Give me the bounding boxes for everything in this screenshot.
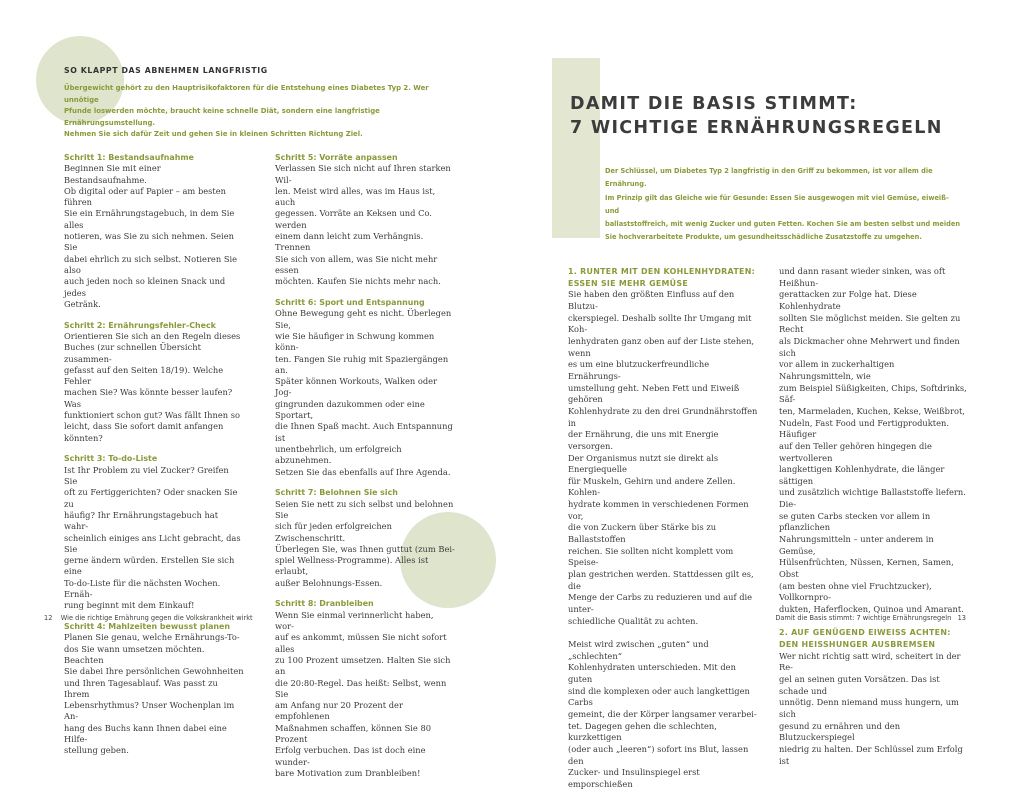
lead-text: [605, 165, 965, 245]
lead-line: Der Schlüssel, um Diabetes Typ 2 langfristig in den Griff zu bekommen, ist vor allem die Ernährung.: [605, 167, 933, 189]
body-line: sollten Sie möglichst meiden. Sie gelten zu Recht: [779, 312, 961, 335]
body-line: Lebensrhythmus? Unser Wochenplan im An-: [64, 700, 235, 722]
step-body: [275, 499, 455, 589]
body-line: Kohlenhydraten unterschieden. Mit den guten: [568, 662, 736, 684]
body-paragraph: [779, 266, 969, 616]
body-line: die von Zuckern über Stärke bis zu Ballaststoffen: [568, 522, 717, 545]
intro-line: Übergewicht gehört zu den Hauptrisikofaktoren für die Entstehung eines Diabetes Typ 2. Wer unnötige: [64, 84, 429, 104]
step-title: Schritt 7: Belohnen Sie sich: [275, 488, 398, 498]
body-line: zum Beispiel Süßigkeiten, Chips, Softdrinks, Säf-: [779, 382, 967, 405]
body-line: und Ihren Tagesablauf. Was passt zu Ihrem: [64, 677, 218, 699]
body-line: spiel Wellness-Programme). Alles ist erlaubt,: [275, 555, 429, 577]
chapter-headline: [570, 92, 943, 140]
body-line: (oder auch „leeren“) sofort ins Blut, lassen den: [568, 743, 749, 766]
body-line: gingrunden dazukommen oder eine Sportart,: [275, 398, 425, 421]
body-line: Buches (zur schnellen Übersicht zusammen-: [64, 342, 201, 364]
lead-line: ballaststoffreich, mit wenig Zucker und guten Fetten. Kochen Sie am besten selbst und meiden: [605, 220, 961, 229]
body-line: Nahrungsmitteln – unter anderem in Gemüse,: [779, 534, 934, 556]
body-line: machen Sie? Was könnte besser laufen? Was: [64, 387, 233, 409]
step-block: [64, 453, 244, 611]
step-block: [275, 297, 455, 478]
page-number: 13: [957, 614, 966, 622]
section-kicker: SO KLAPPT DAS ABNEHMEN LANGFRISTIG: [64, 66, 268, 75]
page-number: 12: [44, 614, 53, 622]
right-column-2: [779, 266, 969, 767]
body-line: häufig? Ihr Ernährungstagebuch hat wahr-: [64, 509, 219, 532]
body-line: rung beginnt mit dem Einkauf!: [64, 600, 195, 611]
body-line: gemeint, die der Körper langsamer verarbei-: [568, 708, 757, 719]
body-line: Verlassen Sie sich nicht auf Ihren starken Wil-: [275, 163, 451, 185]
body-line: auf den Teller gehören hingegen die wertvolleren: [779, 440, 932, 463]
body-line: Ohne Bewegung geht es nicht. Überlegen Sie,: [275, 308, 452, 330]
left-page: [0, 0, 512, 778]
running-footer: Damit die Basis stimmt: 7 wichtige Ernährungsregeln: [775, 614, 952, 622]
step-body: [275, 163, 455, 287]
step-block: [64, 320, 244, 444]
lead-line: Sie hochverarbeitete Produkte, um gesundheitsschädliche Zusatzstoffe zu umgehen.: [605, 233, 922, 242]
body-line: Später können Workouts, Walken oder Jog-: [275, 376, 438, 398]
body-line: auch jeden noch so kleinen Snack und jedes: [64, 276, 226, 298]
body-line: lenhydraten ganz oben auf der Liste stehen, wenn: [568, 335, 755, 358]
step-body: [64, 632, 244, 756]
body-line: funktioniert schon gut? Was fällt Ihnen so: [64, 410, 240, 421]
body-line: Überlegen Sie, was Ihnen guttut (zum Bei-: [275, 543, 455, 554]
body-line: der Ernährung, die uns mit Energie versorgen.: [568, 429, 719, 451]
body-line: zu 100 Prozent umsetzen. Halten Sie sich an: [275, 654, 451, 677]
body-line: hydrate kommen in verschiedenen Formen vor,: [568, 499, 749, 521]
left-column-2: [275, 152, 455, 789]
body-line: Sie dabei Ihre persönlichen Gewohnheiten: [64, 666, 244, 677]
body-line: ckerspiegel. Deshalb sollte Ihr Umgang mit Koh-: [568, 312, 752, 335]
body-line: Sie haben den größten Einfluss auf den Blutzu-: [568, 289, 735, 311]
body-line: Sie sich von allem, was Sie nicht mehr essen: [275, 253, 438, 275]
body-line: und zusätzlich wichtige Ballaststoffe liefern. Die-: [779, 487, 966, 510]
body-line: Menge der Carbs zu reduzieren und auf die unter-: [568, 592, 753, 615]
step-title: Schritt 6: Sport und Entspannung: [275, 298, 425, 308]
body-line: ten, Marmeladen, Kuchen, Kekse, Weißbrot,: [779, 405, 965, 416]
body-line: am Anfang nur 20 Prozent der empfohlenen: [275, 700, 403, 722]
heading-line: 2. AUF GENÜGEND EIWEISS ACHTEN:: [779, 628, 951, 638]
body-line: Nudeln, Fast Food und Fertigprodukten. Häufiger: [779, 417, 950, 440]
body-line: wie Sie häufiger in Schwung kommen könn-: [275, 330, 435, 353]
body-line: bare Motivation zum Dranbleiben!: [275, 767, 421, 778]
intro-line: Pfunde loswerden möchte, braucht keine schnelle Diät, sondern eine langfristige Ernährungsumstellung.: [64, 107, 380, 127]
left-column-1: [64, 152, 244, 766]
body-line: Wer nicht richtig satt wird, scheitert in der Re-: [779, 650, 961, 673]
step-body: [64, 163, 244, 310]
footer-left: [44, 614, 253, 622]
body-line: gesund zu ernähren und den Blutzuckerspiegel: [779, 720, 901, 743]
body-line: leicht, dass Sie sofort damit anfangen könnten?: [64, 421, 224, 443]
body-line: Ob digital oder auf Papier – am besten führen: [64, 185, 227, 208]
body-line: Kohlenhydrate zu den drei Grundnährstoffen in: [568, 405, 758, 428]
step-title: Schritt 3: To-do-Liste: [64, 454, 158, 464]
body-line: dabei ehrlich zu sich selbst. Notieren Sie also: [64, 253, 238, 275]
body-line: len. Meist wird alles, was im Haus ist, auch: [275, 185, 436, 208]
body-line: die Ihnen Spaß macht. Auch Entspannung ist: [275, 421, 453, 443]
body-line: niedrig zu halten. Der Schlüssel zum Erfolg ist: [779, 743, 963, 766]
body-line: gegessen. Vorräte an Keksen und Co. werden: [275, 208, 432, 230]
body-line: gel an seinen guten Vorsätzen. Das ist schade und: [779, 673, 940, 696]
right-column-1: [568, 266, 758, 791]
lead-line: Im Prinzip gilt das Gleiche wie für Gesunde: Essen Sie ausgewogen mit viel Gemüse, eiweiß- und: [605, 193, 949, 215]
body-line: tet. Dagegen gehen die schlechten, kurzkettigen: [568, 720, 717, 743]
body-line: schiedliche Qualität zu achten.: [568, 615, 699, 626]
body-line: scheinlich einiges ans Licht gebracht, das Sie: [64, 532, 241, 554]
footer-right: [775, 614, 966, 622]
body-line: für Muskeln, Gehirn und andere Zellen. Kohlen-: [568, 475, 736, 498]
body-paragraph: [779, 651, 969, 768]
body-line: es um eine blutzuckerfreundliche Ernährungs-: [568, 359, 710, 381]
headline-line: 7 WICHTIGE ERNÄHRUNGSREGELN: [570, 118, 943, 138]
body-line: Beginnen Sie mit einer Bestandsaufnahme.: [64, 163, 161, 185]
body-line: dos Sie wann umsetzen möchten. Beachten: [64, 643, 205, 665]
body-line: als Dickmacher ohne Mehrwert und finden sich: [779, 335, 960, 358]
body-paragraph: [568, 639, 758, 791]
body-line: Hülsenfrüchten, Nüssen, Kernen, Samen, Obst: [779, 557, 954, 580]
body-line: sind die komplexen oder auch langkettigen Carbs: [568, 685, 750, 708]
step-body: [275, 308, 455, 477]
body-line: Planen Sie genau, welche Ernährungs-To-: [64, 632, 240, 643]
step-title: Schritt 8: Dranbleiben: [275, 599, 374, 609]
rule-heading: [568, 266, 758, 289]
body-line: Getränk.: [64, 298, 101, 309]
running-footer: Wie die richtige Ernährung gegen die Volkskrankheit wirkt: [60, 614, 253, 622]
step-body: [64, 465, 244, 612]
rule-heading: [779, 627, 969, 650]
step-body: [64, 331, 244, 444]
body-line: Orientieren Sie sich an den Regeln dieses: [64, 330, 241, 341]
body-line: To-do-Liste für die nächsten Wochen. Ernäh-: [64, 577, 221, 599]
body-line: gefasst auf den Seiten 18/19). Welche Fehler: [64, 364, 224, 387]
body-line: Erfolg verbuchen. Das ist doch eine wunder-: [275, 745, 426, 767]
body-line: die 20:80-Regel. Das heißt: Selbst, wenn Sie: [275, 677, 447, 699]
step-block: [275, 487, 455, 589]
step-title: Schritt 5: Vorräte anpassen: [275, 153, 398, 162]
body-line: und dann rasant wieder sinken, was oft Heißhun-: [779, 266, 946, 288]
body-line: unentbehrlich, um erfolgreich abzunehmen.: [275, 443, 402, 466]
body-line: Wenn Sie einmal verinnerlicht haben, wor-: [275, 609, 434, 632]
body-line: einem dann leicht zum Verhängnis. Trennen: [275, 231, 424, 253]
body-line: Maßnahmen schaffen, können Sie 80 Prozent: [275, 722, 432, 745]
body-line: gerne ändern würden. Erstellen Sie sich eine: [64, 555, 235, 577]
paragraph-gap: [568, 627, 758, 639]
body-line: Der Organismus nutzt sie direkt als Energiequelle: [568, 452, 719, 475]
body-line: auf es ankommt, müssen Sie nicht sofort alles: [275, 632, 447, 654]
body-line: ten. Fangen Sie ruhig mit Spaziergängen an.: [275, 353, 449, 375]
body-line: möchten. Kaufen Sie nichts mehr nach.: [275, 276, 441, 287]
body-line: Zucker- und Insulinspiegel erst emporschießen: [568, 767, 700, 789]
body-line: Ist Ihr Problem zu viel Zucker? Greifen Sie: [64, 464, 229, 487]
body-line: reichen. Sie sollten nicht komplett vom Speise-: [568, 545, 734, 568]
step-title: Schritt 4: Mahlzeiten bewusst planen: [64, 622, 230, 632]
step-block: [64, 621, 244, 757]
heading-line: DEN HEISSHUNGER AUSBREMSEN: [779, 639, 936, 649]
body-line: notieren, was Sie zu sich nehmen. Seien Sie: [64, 231, 234, 253]
body-line: außer Belohnungs-Essen.: [275, 577, 383, 588]
body-line: oft zu Fertiggerichten? Oder snacken Sie zu: [64, 487, 238, 509]
intro-line: Nehmen Sie sich dafür Zeit und gehen Sie in kleinen Schritten Richtung Ziel.: [64, 130, 363, 139]
body-line: Meist wird zwischen „guten“ und „schlechten“: [568, 638, 709, 661]
heading-line: 1. RUNTER MIT DEN KOHLENHYDRATEN:: [568, 267, 756, 276]
body-line: hang des Buchs kann Ihnen dabei eine Hilfe-: [64, 722, 227, 745]
step-block: [275, 598, 455, 779]
body-line: (am besten ohne viel Fruchtzucker), Vollkornpro-: [779, 580, 932, 603]
step-block: [64, 152, 244, 310]
step-body: [275, 610, 455, 779]
intro-text: [64, 83, 464, 141]
step-title: Schritt 2: Ernährungsfehler-Check: [64, 320, 216, 330]
body-line: dukten, Haferflocken, Quinoa und Amarant.: [779, 604, 964, 615]
body-line: langkettigen Kohlenhydrate, die länger sättigen: [779, 464, 945, 486]
body-paragraph: [568, 289, 758, 627]
body-line: umstellung geht. Neben Fett und Eiweiß gehören: [568, 382, 740, 405]
step-block: [275, 152, 455, 288]
decorative-vertical-bar: [552, 58, 600, 238]
step-title: Schritt 1: Bestandsaufnahme: [64, 153, 194, 162]
heading-line: ESSEN SIE MEHR GEMÜSE: [568, 278, 689, 288]
headline-line: DAMIT DIE BASIS STIMMT:: [570, 94, 858, 114]
body-line: se guten Carbs stecken vor allem in pflanzlichen: [779, 510, 931, 533]
body-line: plan gestrichen werden. Stattdessen gilt es, die: [568, 569, 754, 591]
body-line: vor allem in zuckerhaltigen Nahrungsmitteln, wie: [779, 359, 895, 381]
body-line: unnötig. Denn niemand muss hungern, um sich: [779, 697, 959, 719]
body-line: gerattacken zur Folge hat. Diese Kohlenhydrate: [779, 289, 917, 311]
body-line: Sie ein Ernährungstagebuch, in dem Sie alles: [64, 208, 235, 230]
body-line: Seien Sie nett zu sich selbst und belohnen Sie: [275, 498, 454, 520]
body-line: sich für jeden erfolgreichen Zwischenschritt.: [275, 521, 392, 543]
body-line: stellung geben.: [64, 745, 129, 756]
body-line: Setzen Sie das ebenfalls auf Ihre Agenda.: [275, 466, 451, 477]
